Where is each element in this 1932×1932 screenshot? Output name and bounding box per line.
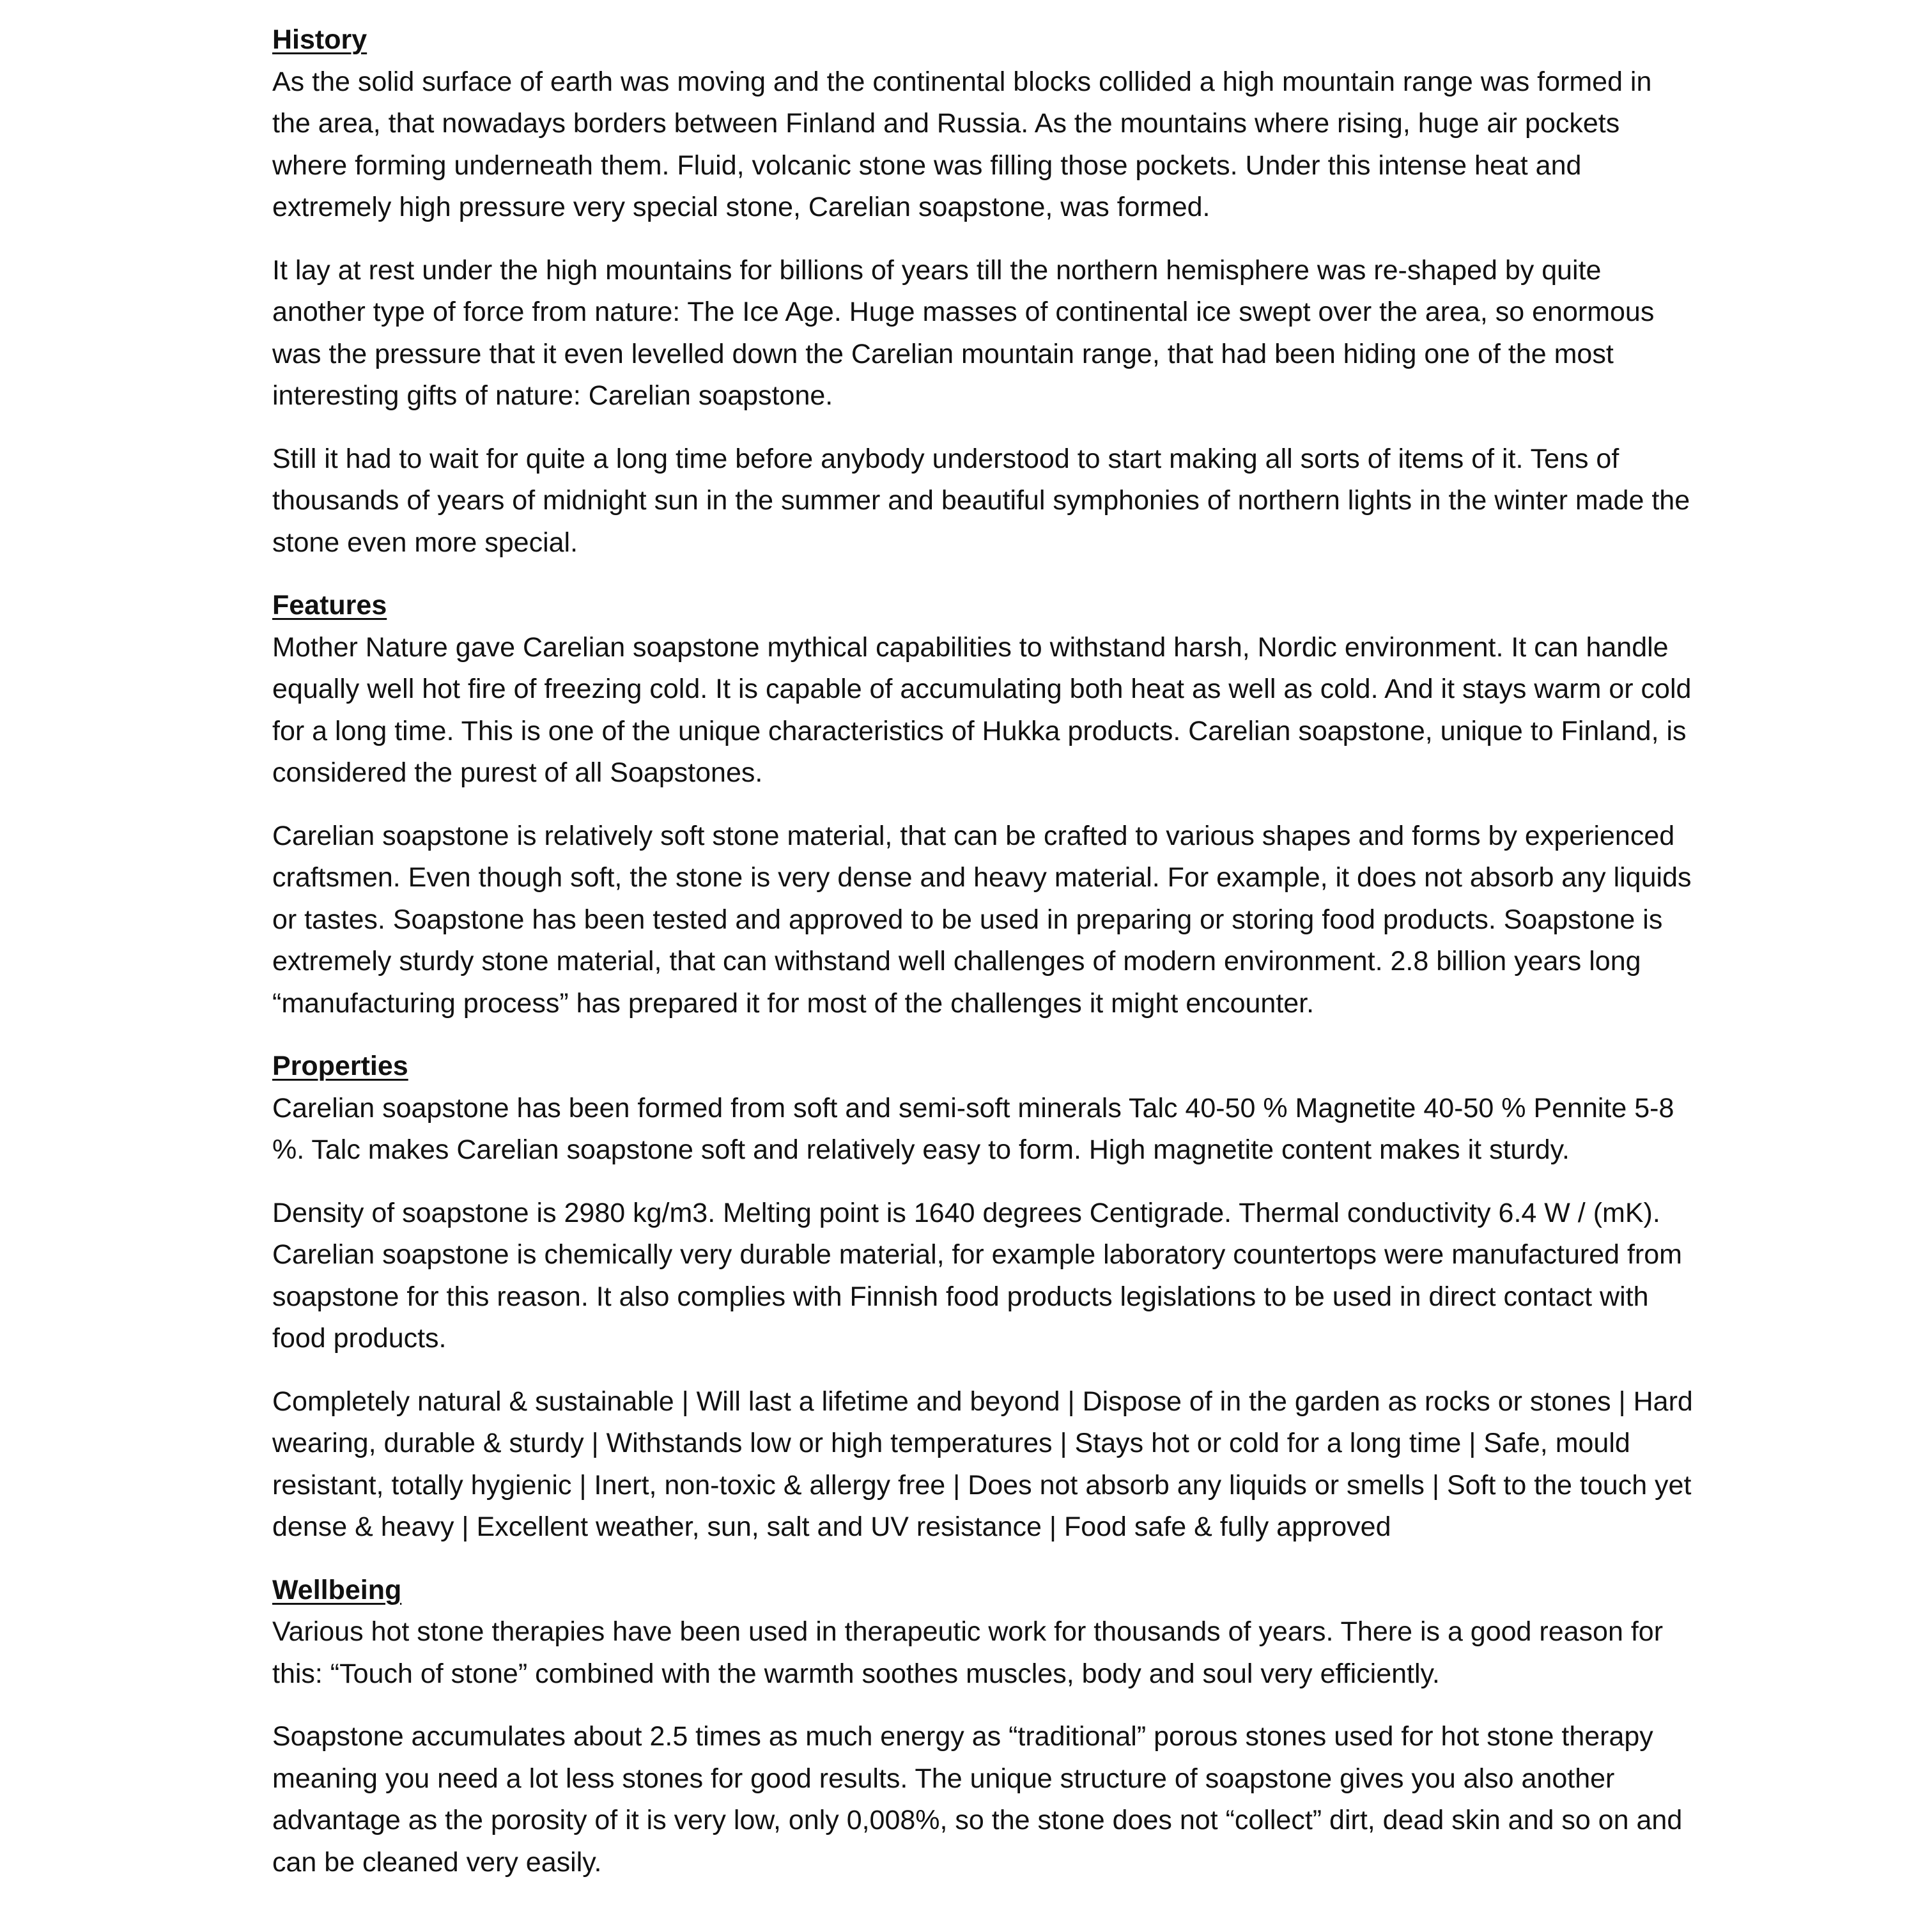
paragraph: Completely natural & sustainable | Will last a lifetime and beyond | Dispose of in the garden as rocks or stones | Hard wearing, durable & sturdy | Withstands low or high temperatures | Stays hot or cold for a long time | Safe, mould resistant, totally hygienic | Inert, non-toxic & allergy free | Does not absorb any liquids or smells | Soft to the touch yet dense & heavy | Excellent weather, sun, salt and UV resistance | Food safe & fully approved (272, 1386, 1693, 1542)
section-heading-features: Features (272, 590, 387, 621)
section-history (272, 19, 1694, 564)
section-wellbeing (272, 1570, 1694, 1884)
section-heading-wellbeing: Wellbeing (272, 1574, 402, 1605)
section-properties (272, 1046, 1694, 1549)
paragraph: Density of soapstone is 2980 kg/m3. Melting point is 1640 degrees Centigrade. Thermal conductivity 6.4 W / (mK). Carelian soapstone is chemically very durable material, for example laboratory countertops were manufactured from soapstone for this reason. It also complies with Finnish food products legislations to be used in direct contact with food products. (272, 1197, 1682, 1354)
section-heading-history: History (272, 24, 367, 55)
paragraph: Still it had to wait for quite a long time before anybody understood to start making all sorts of items of it. Tens of thousands of years of midnight sun in the summer and beautiful symphonies of northern lights in the winter made the stone even more special. (272, 443, 1690, 558)
paragraph: Various hot stone therapies have been used in therapeutic work for thousands of years. There is a good reason for this: “Touch of stone” combined with the warmth soothes muscles, body and soul very efficiently. (272, 1616, 1664, 1689)
paragraph: Carelian soapstone is relatively soft stone material, that can be crafted to various shapes and forms by experienced craftsmen. Even though soft, the stone is very dense and heavy material. For example, it does not absorb any liquids or tastes. Soapstone has been tested and approved to be used in preparing or storing food products. Soapstone is extremely sturdy stone material, that can withstand well challenges of modern environment. 2.8 billion years long “manufacturing process” has prepared it for most of the challenges it might encounter. (272, 820, 1692, 1019)
paragraph: Carelian soapstone has been formed from soft and semi-soft minerals Talc 40-50 % Magnetite 40-50 % Pennite 5-8 %. Talc makes Carelian soapstone soft and relatively easy to form. High magnetite content makes it sturdy. (272, 1092, 1674, 1165)
section-features (272, 585, 1694, 1024)
paragraph: It lay at rest under the high mountains for billions of years till the northern hemisphere was re-shaped by quite another type of force from nature: The Ice Age. Huge masses of continental ice swept over the area, so enormous was the pressure that it even levelled down the Carelian mountain range, that had been hiding one of the most interesting gifts of nature: Carelian soapstone. (272, 254, 1655, 411)
paragraph: Soapstone accumulates about 2.5 times as much energy as “traditional” porous stones used for hot stone therapy meaning you need a lot less stones for good results. The unique structure of soapstone gives you also another advantage as the porosity of it is very low, only 0,008%, so the stone does not “collect” dirt, dead skin and so on and can be cleaned very easily. (272, 1721, 1683, 1878)
section-heading-properties: Properties (272, 1051, 408, 1081)
document-body (272, 19, 1694, 1905)
paragraph: As the solid surface of earth was moving and the continental blocks collided a high mountain range was formed in the area, that nowadays borders between Finland and Russia. As the mountains where rising, huge air pockets where forming underneath them. Fluid, volcanic stone was filling those pockets. Under this intense heat and extremely high pressure very special stone, Carelian soapstone, was formed. (272, 66, 1652, 222)
paragraph: Mother Nature gave Carelian soapstone mythical capabilities to withstand harsh, Nordic environment. It can handle equally well hot fire of freezing cold. It is capable of accumulating both heat as well as cold. And it stays warm or cold for a long time. This is one of the unique characteristics of Hukka products. Carelian soapstone, unique to Finland, is considered the purest of all Soapstones. (272, 631, 1692, 788)
